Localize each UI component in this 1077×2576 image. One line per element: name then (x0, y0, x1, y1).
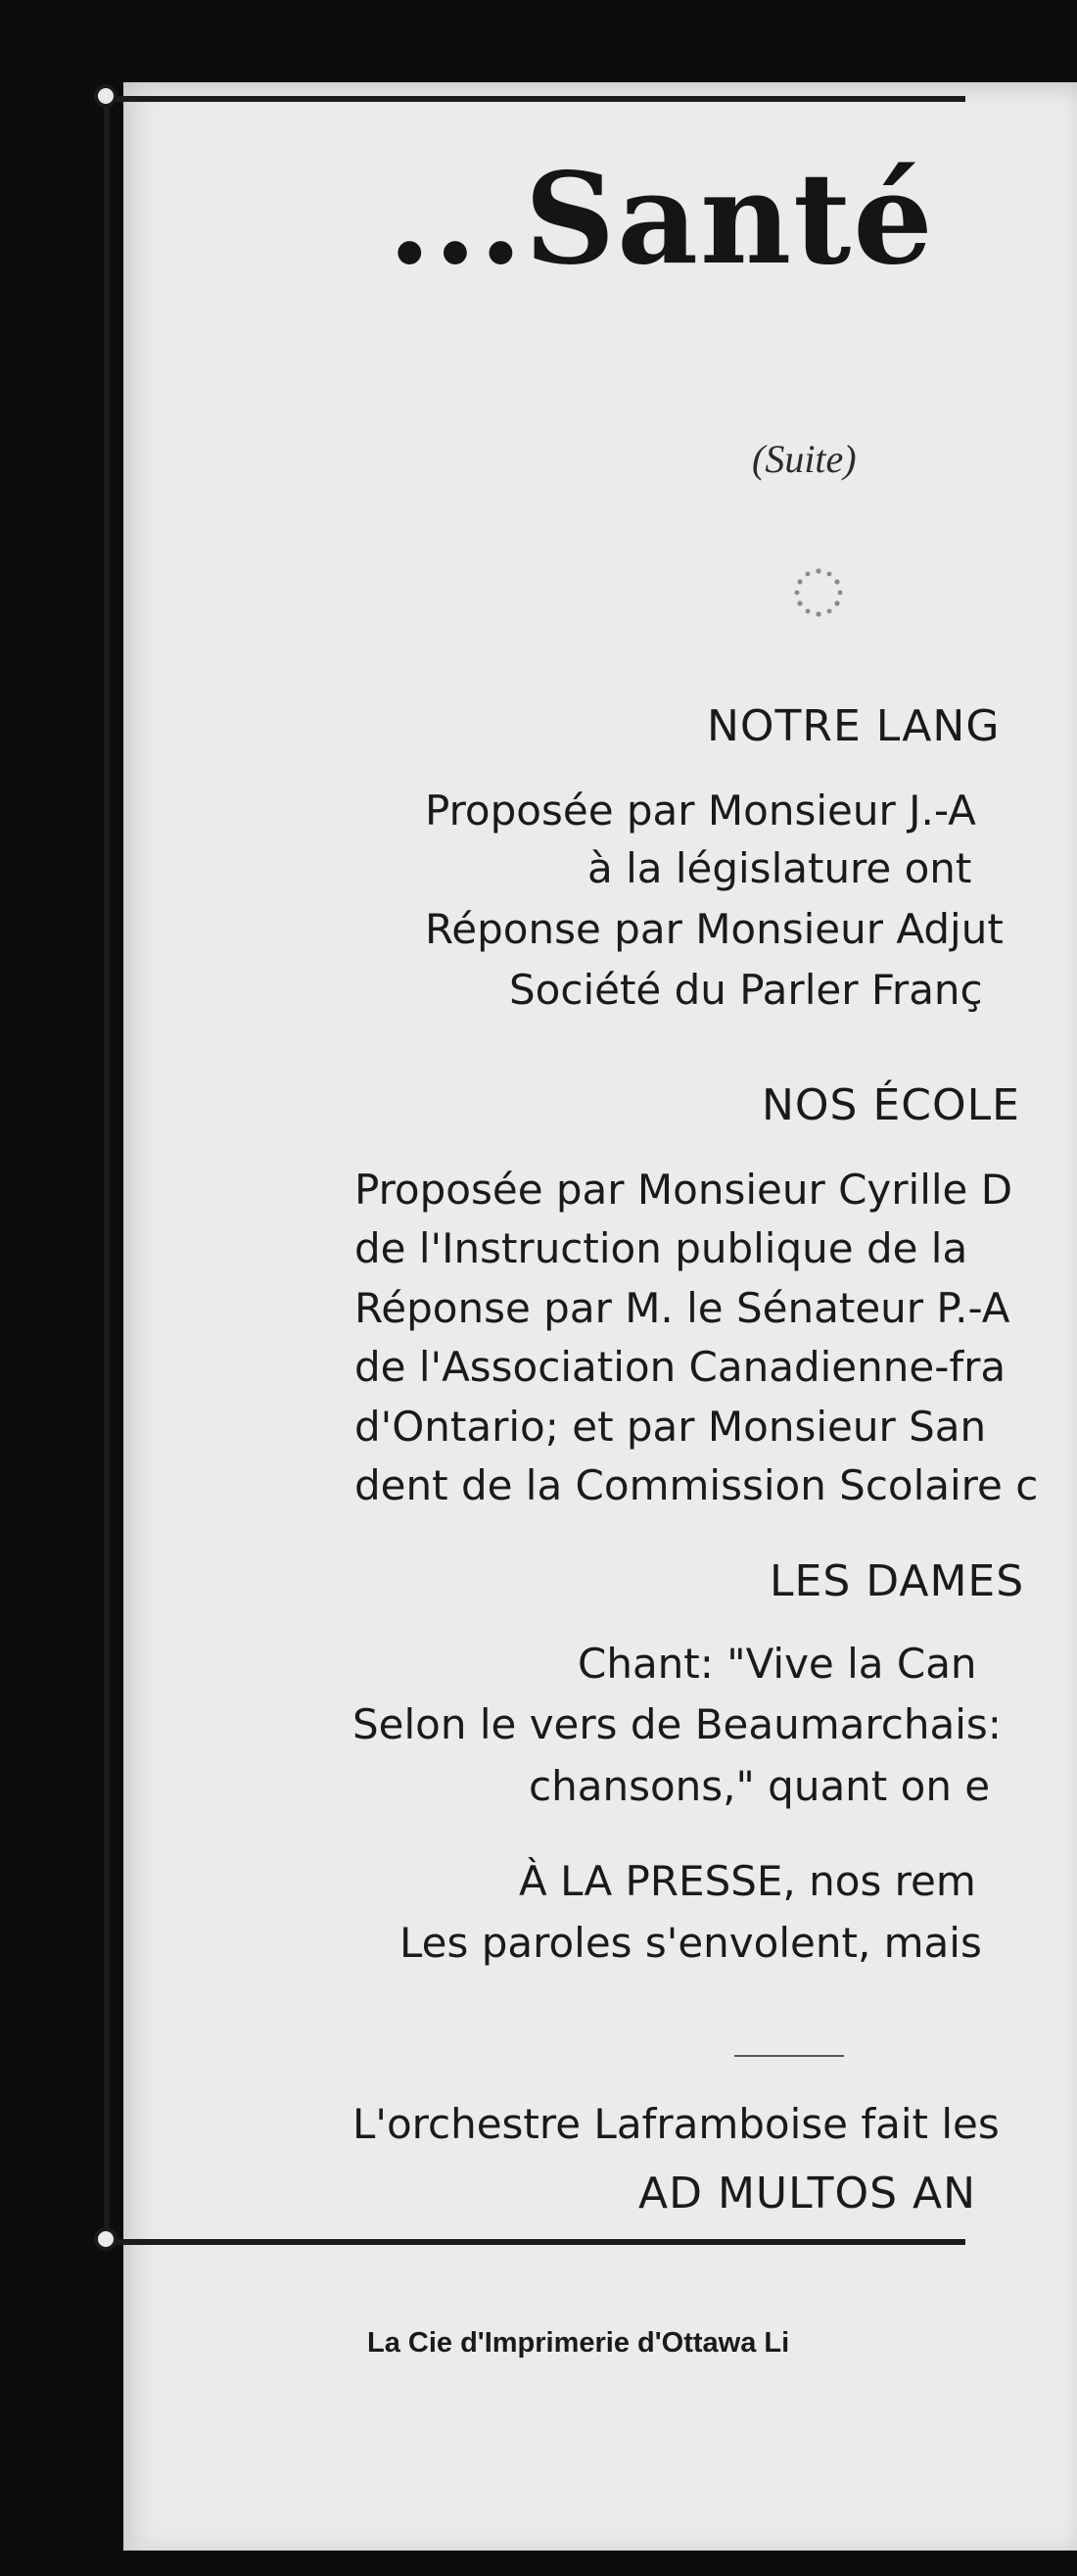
section-heading-nos-ecoles: NOS ÉCOLE (762, 1080, 1020, 1130)
frame-corner-top-left (94, 84, 117, 108)
frame-border-top (110, 96, 965, 102)
section-line: à la législature ont (587, 844, 972, 892)
closing-line: L'orchestre Laframboise fait les (352, 2100, 1000, 2148)
section-line: Chant: "Vive la Can (578, 1640, 977, 1688)
section-line: dent de la Commission Scolaire c (354, 1461, 1039, 1509)
section-line: Selon le vers de Beaumarchais: (352, 1700, 1002, 1748)
page-subtitle: (Suite) (752, 437, 857, 481)
section-line: de l'Association Canadienne-fra (354, 1343, 1007, 1391)
section-line: de l'Instruction publique de la (354, 1224, 968, 1272)
section-line: d'Ontario; et par Monsieur San (354, 1403, 987, 1451)
closing-line: AD MULTOS AN (638, 2169, 977, 2218)
section-line: Les paroles s'envolent, mais (399, 1919, 982, 1967)
section-line: À LA PRESSE, nos rem (519, 1857, 976, 1905)
section-line: chansons," quant on e (529, 1762, 991, 1810)
page-title: ...Santé (388, 146, 935, 293)
section-line: Proposée par Monsieur J.-A (425, 787, 976, 835)
section-line: Proposée par Monsieur Cyrille D (354, 1166, 1013, 1214)
section-line: Société du Parler Franç (509, 966, 983, 1014)
divider (734, 2055, 844, 2057)
section-heading-les-dames: LES DAMES (770, 1556, 1025, 1606)
section-line: Réponse par Monsieur Adjut (425, 905, 1004, 953)
printer-credit: La Cie d'Imprimerie d'Ottawa Li (367, 2327, 790, 2359)
section-heading-notre-langue: NOTRE LANG (707, 701, 1001, 751)
frame-border-bottom (110, 2239, 965, 2245)
frame-border-left (104, 96, 110, 2245)
ornament-icon (789, 563, 848, 622)
section-line: Réponse par M. le Sénateur P.-A (354, 1284, 1010, 1332)
frame-corner-bottom-left (94, 2227, 117, 2251)
